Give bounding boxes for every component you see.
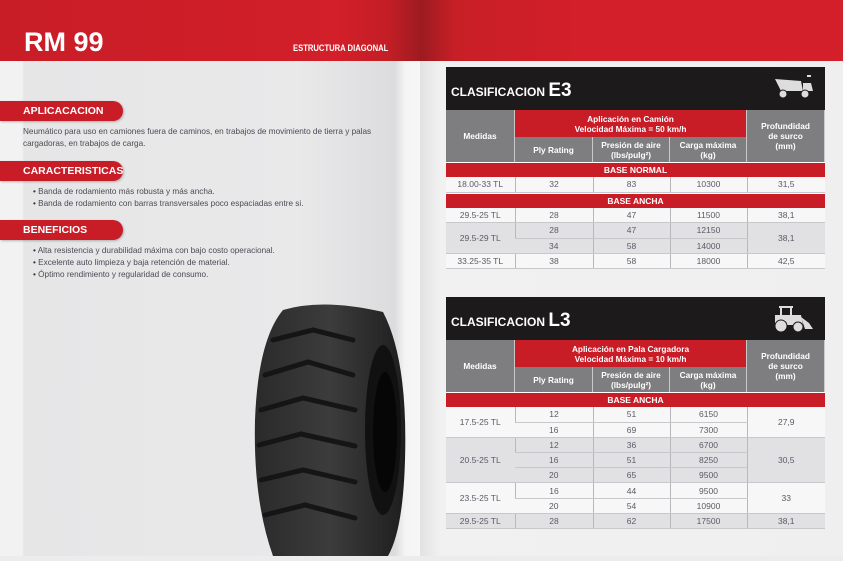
beneficios-list bbox=[33, 245, 393, 281]
medida-cell: 18.00-33 TL bbox=[446, 177, 515, 192]
col-profundidad-line: de surco bbox=[768, 361, 803, 371]
col-aplicacion-line: Velocidad Máxima = 10 km/h bbox=[574, 353, 687, 364]
data-table bbox=[446, 208, 825, 269]
list-item: • Excelente auto limpieza y baja retención de material. bbox=[33, 257, 393, 269]
ply-cell: 12 bbox=[515, 407, 593, 422]
presion-cell: 54 bbox=[593, 498, 670, 513]
col-presion bbox=[593, 367, 670, 392]
ply-cell: 16 bbox=[515, 483, 593, 498]
profundidad-cell: 38,1 bbox=[747, 223, 825, 253]
table-row bbox=[446, 407, 825, 422]
presion-cell: 58 bbox=[593, 238, 670, 253]
carga-cell: 7300 bbox=[670, 422, 747, 437]
l3-classification-table bbox=[446, 297, 825, 529]
presion-cell: 58 bbox=[593, 253, 670, 268]
col-medidas bbox=[446, 340, 515, 392]
col-profundidad-line: Profundidad bbox=[761, 121, 810, 131]
beneficios-heading: BENEFICIOS bbox=[0, 220, 123, 240]
profundidad-cell: 27,9 bbox=[747, 407, 825, 437]
data-table bbox=[446, 177, 825, 193]
caracteristicas-list bbox=[33, 186, 393, 210]
classification-title bbox=[451, 80, 572, 102]
col-profundidad bbox=[747, 340, 825, 392]
ply-cell: 16 bbox=[515, 453, 593, 468]
col-carga-line: (kg) bbox=[700, 149, 716, 160]
medida-cell: 29.5-25 TL bbox=[446, 513, 515, 528]
list-item: • Óptimo rendimiento y regularidad de consumo. bbox=[33, 269, 393, 281]
tire-image bbox=[253, 300, 408, 561]
classification-prefix: CLASIFICACION bbox=[451, 315, 549, 329]
col-carga-line: Carga máxima bbox=[679, 139, 737, 150]
table-row bbox=[446, 483, 825, 498]
list-item: • Banda de rodamiento más robusta y más ancha. bbox=[33, 186, 393, 198]
col-profundidad-line: Profundidad bbox=[761, 351, 810, 361]
carga-cell: 11500 bbox=[670, 208, 747, 223]
presion-cell: 47 bbox=[593, 223, 670, 238]
classification-prefix: CLASIFICACION bbox=[451, 85, 549, 99]
section-band: BASE NORMAL bbox=[446, 162, 825, 177]
col-presion-line: Presión de aire bbox=[601, 369, 661, 380]
col-ply-rating bbox=[515, 137, 593, 162]
ply-cell: 28 bbox=[515, 513, 593, 528]
structure-subtitle: ESTRUCTURA DIAGONAL bbox=[293, 43, 389, 53]
carga-cell: 6700 bbox=[670, 437, 747, 452]
section-band: BASE ANCHA bbox=[446, 392, 825, 407]
ply-cell: 34 bbox=[515, 238, 593, 253]
carga-cell: 18000 bbox=[670, 253, 747, 268]
table-row bbox=[446, 223, 825, 238]
ply-cell: 20 bbox=[515, 498, 593, 513]
presion-cell: 36 bbox=[593, 437, 670, 452]
medida-cell: 23.5-25 TL bbox=[446, 483, 515, 513]
col-aplicacion-line: Aplicación en Pala Cargadora bbox=[571, 343, 690, 354]
ply-cell: 12 bbox=[515, 437, 593, 452]
col-profundidad-line: (mm) bbox=[775, 141, 796, 151]
col-presion bbox=[593, 137, 670, 162]
caracteristicas-heading: CARACTERISTICAS bbox=[0, 161, 123, 181]
table-row bbox=[446, 437, 825, 452]
carga-cell: 8250 bbox=[670, 453, 747, 468]
col-carga-line: (kg) bbox=[700, 379, 716, 390]
col-medidas-line: Medidas bbox=[463, 131, 497, 141]
carga-cell: 9500 bbox=[670, 468, 747, 483]
wheel-loader-icon bbox=[771, 305, 815, 338]
medida-cell: 20.5-25 TL bbox=[446, 437, 515, 483]
col-aplicacion bbox=[515, 110, 747, 137]
col-ply-rating-line: Ply Rating bbox=[533, 144, 574, 155]
product-title: RM 99 bbox=[24, 27, 104, 57]
col-presion-line: (lbs/pulg²) bbox=[610, 379, 652, 390]
ply-cell: 20 bbox=[515, 468, 593, 483]
profundidad-cell: 33 bbox=[747, 483, 825, 513]
col-profundidad-line: de surco bbox=[768, 131, 803, 141]
aplicacion-heading: APLICACACION bbox=[0, 101, 123, 121]
carga-cell: 9500 bbox=[670, 483, 747, 498]
classification-code: E3 bbox=[548, 80, 572, 101]
ply-cell: 28 bbox=[515, 208, 593, 223]
col-medidas-line: Medidas bbox=[463, 361, 497, 371]
col-presion-line: (lbs/pulg²) bbox=[610, 149, 652, 160]
column-headers bbox=[446, 110, 825, 162]
medida-cell: 33.25-35 TL bbox=[446, 253, 515, 268]
carga-cell: 12150 bbox=[670, 223, 747, 238]
carga-cell: 10900 bbox=[670, 498, 747, 513]
medida-cell: 17.5-25 TL bbox=[446, 407, 515, 437]
classification-code: L3 bbox=[548, 310, 571, 331]
col-aplicacion bbox=[515, 340, 747, 367]
data-table bbox=[446, 407, 825, 529]
col-aplicacion-line: Velocidad Máxima = 50 km/h bbox=[574, 123, 687, 134]
profundidad-cell: 38,1 bbox=[747, 513, 825, 528]
presion-cell: 69 bbox=[593, 422, 670, 437]
aplicacion-text: Neumático para uso en camiones fuera de caminos, en trabajos de movimiento de tierra y palas cargadoras, en trabajos de carga. bbox=[23, 127, 372, 148]
carga-cell: 10300 bbox=[670, 177, 747, 192]
profundidad-cell: 38,1 bbox=[747, 208, 825, 223]
column-headers bbox=[446, 340, 825, 392]
presion-cell: 47 bbox=[593, 208, 670, 223]
ply-cell: 28 bbox=[515, 223, 593, 238]
col-ply-rating bbox=[515, 367, 593, 392]
col-presion-line: Presión de aire bbox=[601, 139, 661, 150]
carga-cell: 6150 bbox=[670, 407, 747, 422]
classification-title bbox=[451, 310, 571, 332]
table-row bbox=[446, 513, 825, 528]
table-row bbox=[446, 208, 825, 223]
classification-header bbox=[446, 67, 825, 110]
ply-cell: 32 bbox=[515, 177, 593, 192]
col-carga bbox=[670, 367, 747, 392]
col-carga bbox=[670, 137, 747, 162]
dump-truck-icon bbox=[773, 75, 815, 106]
presion-cell: 65 bbox=[593, 468, 670, 483]
col-profundidad bbox=[747, 110, 825, 162]
col-profundidad-line: (mm) bbox=[775, 371, 796, 381]
col-aplicacion-line: Aplicación en Camión bbox=[587, 113, 674, 124]
presion-cell: 51 bbox=[593, 453, 670, 468]
classification-header bbox=[446, 297, 825, 340]
profundidad-cell: 30,5 bbox=[747, 437, 825, 483]
ply-cell: 38 bbox=[515, 253, 593, 268]
table-row bbox=[446, 177, 825, 192]
col-ply-rating-line: Ply Rating bbox=[533, 374, 574, 385]
carga-cell: 14000 bbox=[670, 238, 747, 253]
col-medidas bbox=[446, 110, 515, 162]
table-row bbox=[446, 253, 825, 268]
ply-cell: 16 bbox=[515, 422, 593, 437]
e3-classification-table bbox=[446, 67, 825, 269]
presion-cell: 83 bbox=[593, 177, 670, 192]
presion-cell: 51 bbox=[593, 407, 670, 422]
medida-cell: 29.5-29 TL bbox=[446, 223, 515, 253]
carga-cell: 17500 bbox=[670, 513, 747, 528]
profundidad-cell: 31,5 bbox=[747, 177, 825, 192]
presion-cell: 44 bbox=[593, 483, 670, 498]
profundidad-cell: 42,5 bbox=[747, 253, 825, 268]
header-banner bbox=[0, 0, 843, 61]
medida-cell: 29.5-25 TL bbox=[446, 208, 515, 223]
section-band: BASE ANCHA bbox=[446, 193, 825, 208]
col-carga-line: Carga máxima bbox=[679, 369, 737, 380]
list-item: • Alta resistencia y durabilidad máxima con bajo costo operacional. bbox=[33, 245, 393, 257]
presion-cell: 62 bbox=[593, 513, 670, 528]
list-item: • Banda de rodamiento con barras transversales poco espaciadas entre si. bbox=[33, 198, 393, 210]
